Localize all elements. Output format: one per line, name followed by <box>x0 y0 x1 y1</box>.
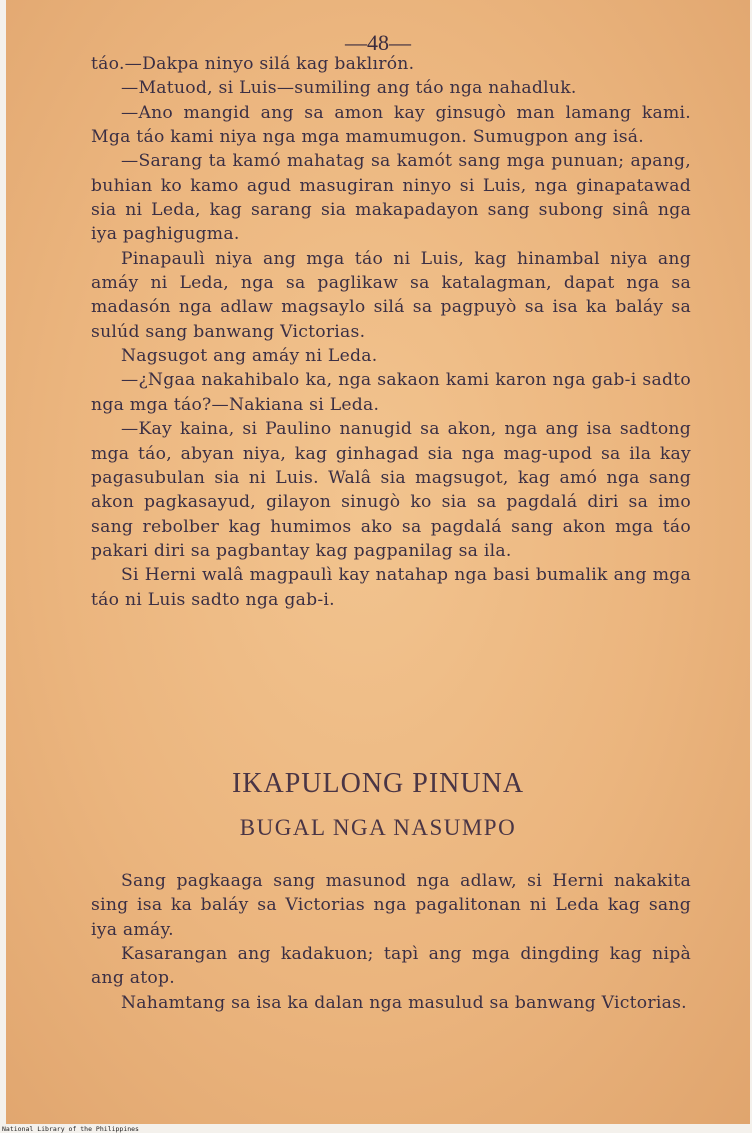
book-page <box>6 0 750 1124</box>
body-text <box>91 52 691 612</box>
chapter-subtitle: BUGAL NGA NASUMPO <box>239 815 517 840</box>
paragraph: Nagsugot ang amáy ni Leda. <box>121 346 378 367</box>
paragraph: —Matuod, si Luis—sumiling ang táo nga nahadluk. <box>121 78 577 99</box>
paragraph: Si Herni walâ magpaulì kay natahap nga basi bumalik ang mga táo ni Luis sadto nga gab-i. <box>91 565 691 610</box>
chapter-text <box>91 869 691 1015</box>
paragraph: Pinapaulì niya ang mga táo ni Luis, kag hinambal niya ang amáy ni Leda, nga sa paglikaw sa katalagman, dapat nga sa madasón nga adlaw magsaylo silá sa pagpuyò sa isa ka baláy sa sulúd sang banwang Victorias. <box>91 248 691 342</box>
paragraph: táo.—Dakpa ninyo silá kag baklırón. <box>91 54 415 74</box>
paragraph: —Sarang ta kamó mahatag sa kamót sang mga punuan; apang, buhian ko kamo agud masugiran ninyo si Luis, nga ginapatawad sia ni Leda, kag sarang sia makapadayon sang subong sinâ nga iya paghigugma. <box>91 151 691 245</box>
paragraph: —¿Ngaa nakahibalo ka, nga sakaon kami karon nga gab-i sadto nga mga táo?—Nakiana si Leda. <box>91 370 691 415</box>
footer-credit: National Library of the Philippines <box>2 1125 139 1133</box>
chapter-title: IKAPULONG PINUNA <box>231 768 525 799</box>
paragraph: Nahamtang sa isa ka dalan nga masulud sa banwang Victorias. <box>121 992 687 1013</box>
paragraph: Kasarangan ang kadakuon; tapì ang mga dingding kag nipà ang atop. <box>91 944 691 989</box>
page-number: —48— <box>345 30 411 55</box>
paragraph: —Kay kaina, si Paulino nanugid sa akon, nga ang isa sadtong mga táo, abyan niya, kag ginhagad sia nga mag-upod sa ila kay pagasubulan sia ni Luis. Walâ sia magsugot, kag amó nga sang akon pagkasayud, gilayon sinugò ko sia sa pagdalá diri sa imo sang rebolber kag humimos ako sa pagdalá sang akon mga táo pakari diri sa pagbantay kag pagpanilag sa ila. <box>91 419 691 561</box>
paragraph: Sang pagkaaga sang masunod nga adlaw, si Herni nakakita sing isa ka baláy sa Victorias nga pagalitonan ni Leda kag sang iya amáy. <box>91 871 691 940</box>
paragraph: —Ano mangid ang sa amon kay ginsugò man lamang kami. Mga táo kami niya nga mga mamumugon. Sumugpon ang isá. <box>91 102 691 148</box>
